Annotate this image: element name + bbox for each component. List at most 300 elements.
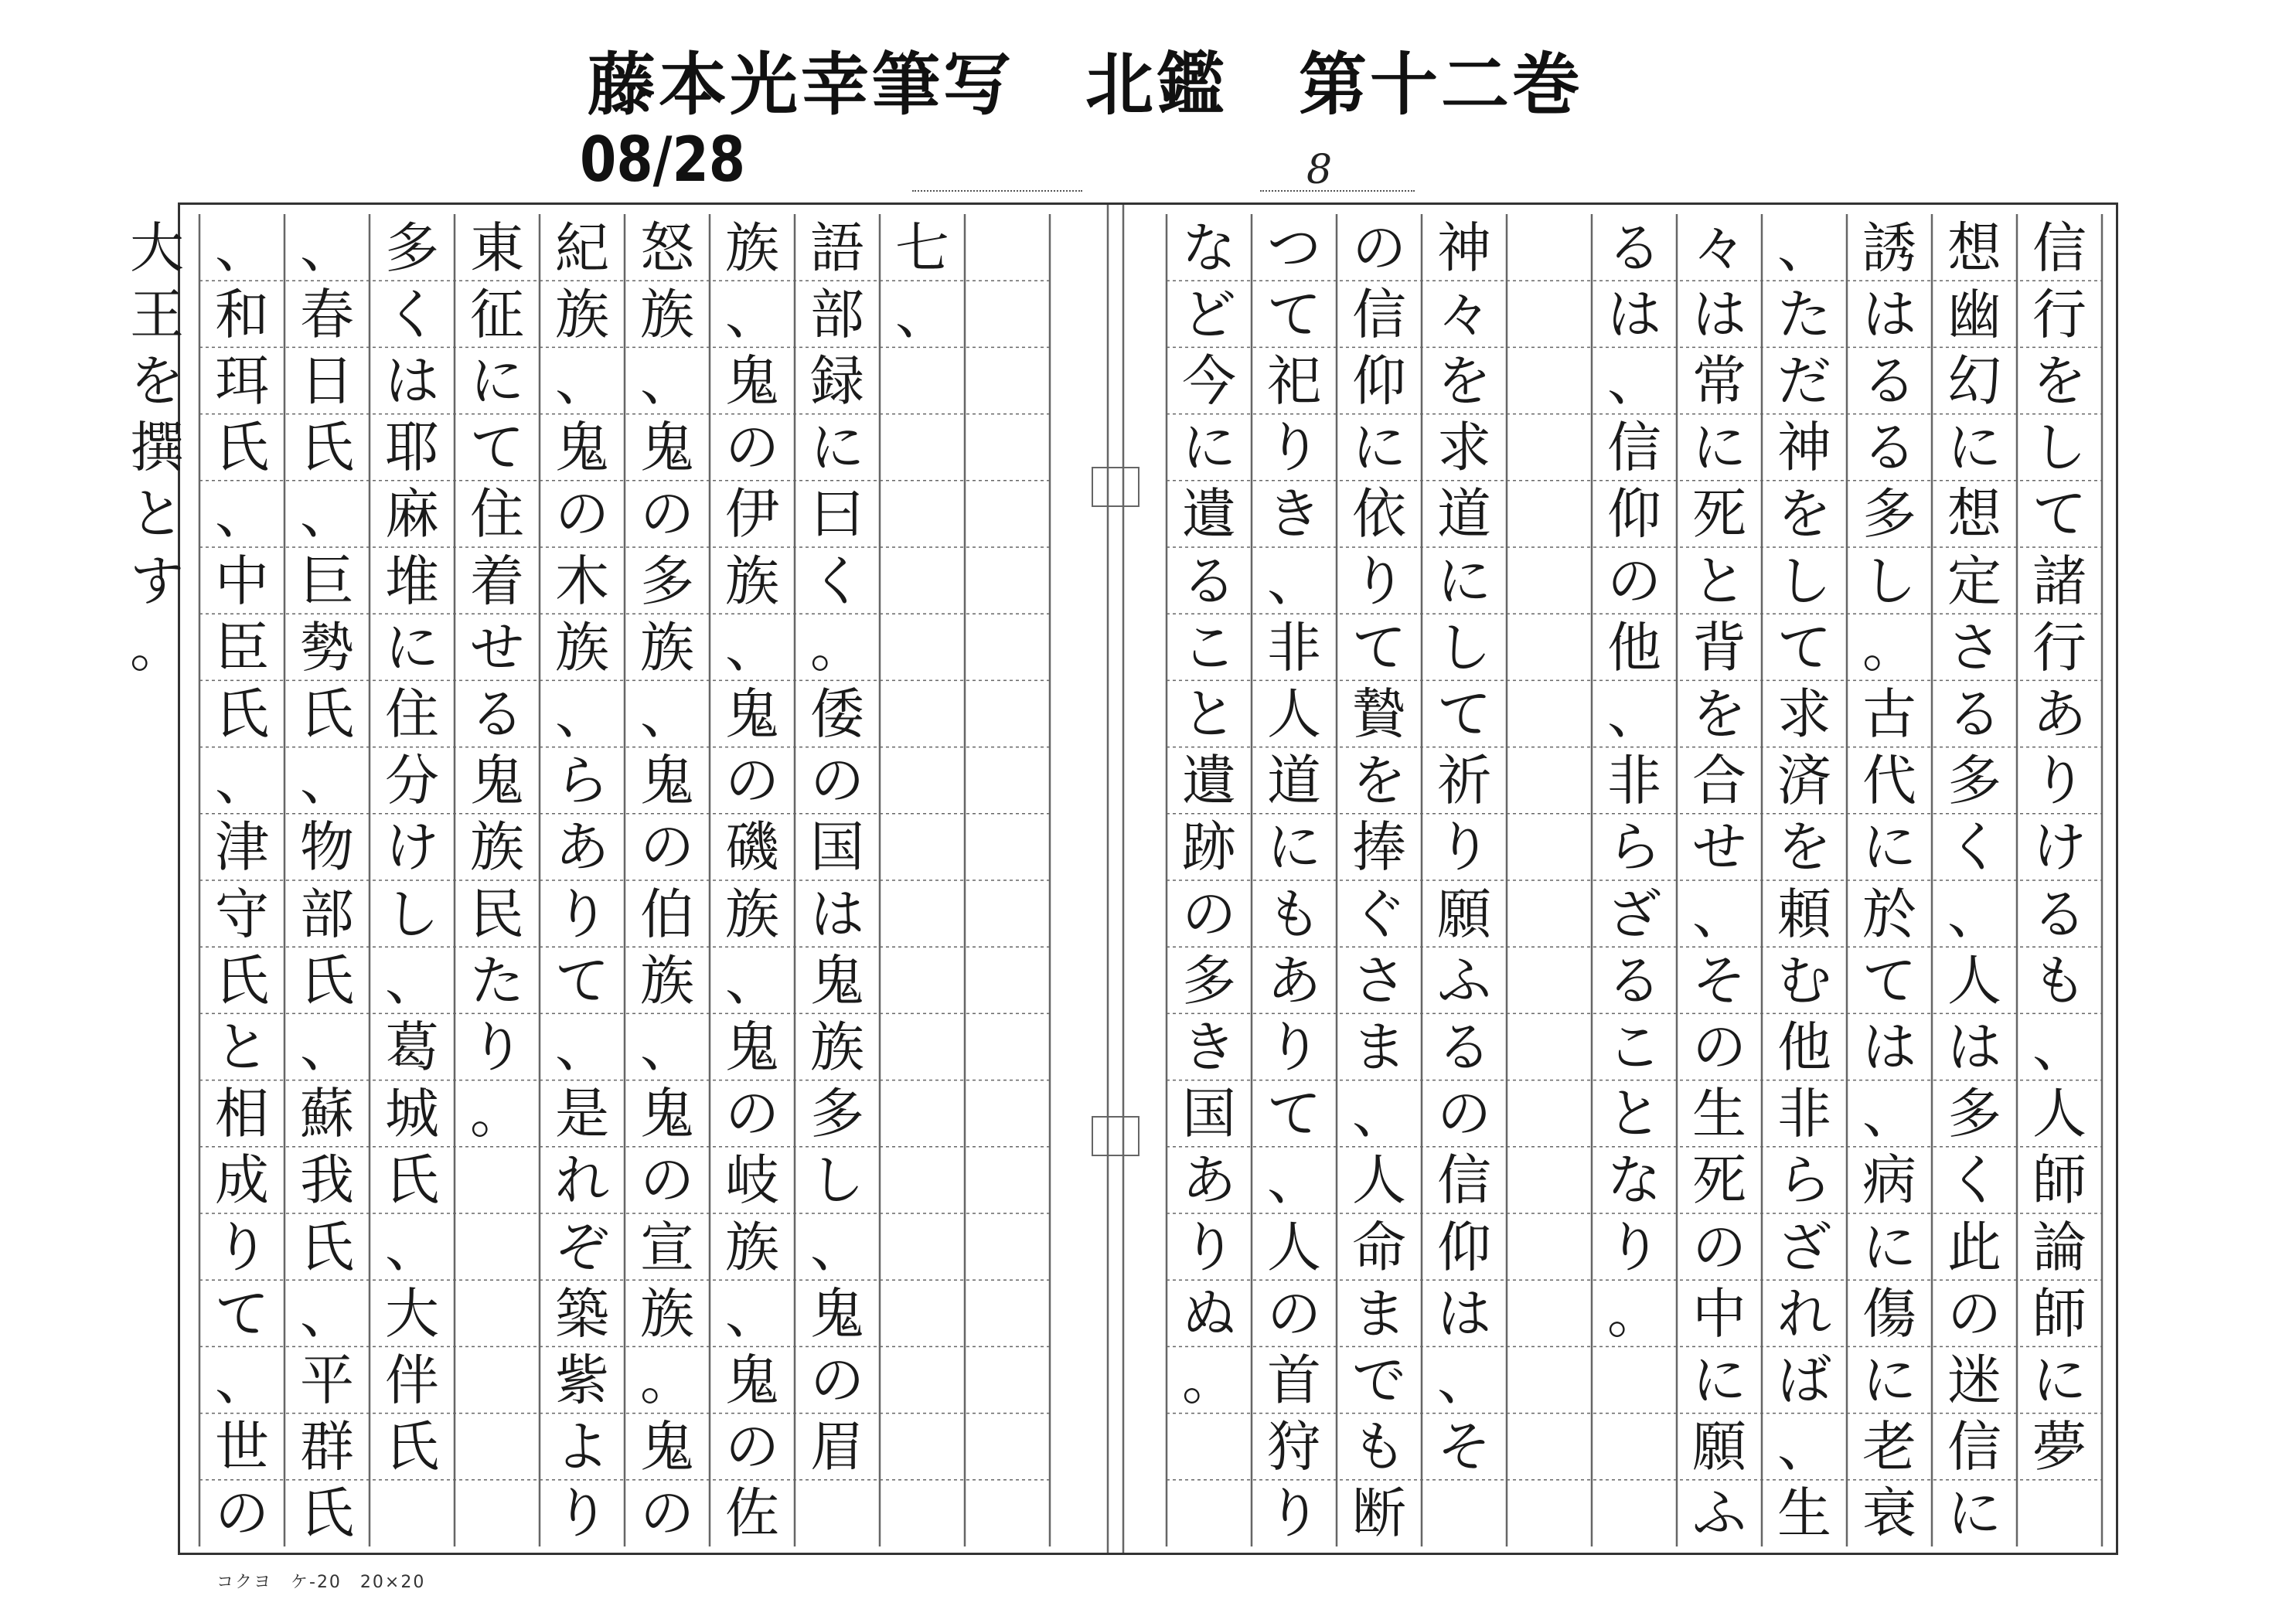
manuscript-char: 多	[640, 549, 694, 613]
manuscript-char: 鬼	[640, 1415, 694, 1479]
manuscript-char: 民	[470, 882, 524, 946]
manuscript-char: り	[1607, 1215, 1661, 1279]
manuscript-char: な	[1182, 216, 1236, 280]
manuscript-char: 行	[2032, 282, 2086, 346]
manuscript-char: 鬼	[810, 1281, 864, 1346]
manuscript-char: 大	[130, 216, 184, 280]
manuscript-char: 、	[300, 1015, 354, 1079]
manuscript-char: 岐	[725, 1148, 779, 1213]
manuscript-char: 命	[1352, 1215, 1406, 1279]
manuscript-char: の	[1947, 1281, 2001, 1346]
manuscript-char: 今	[1182, 349, 1236, 413]
manuscript-char: 撰	[130, 416, 184, 480]
manuscript-char: 日	[300, 349, 354, 413]
manuscript-char: る	[1607, 948, 1661, 1012]
manuscript-char: を	[130, 349, 184, 413]
manuscript-char: 、	[300, 749, 354, 813]
manuscript-char: 、	[300, 1281, 354, 1346]
manuscript-char: 住	[470, 482, 524, 546]
manuscript-char: れ	[555, 1148, 609, 1213]
manuscript-char: の	[640, 815, 694, 880]
manuscript-char: も	[2032, 948, 2086, 1012]
manuscript-char: 氏	[215, 682, 269, 746]
manuscript-char: 、	[1267, 549, 1321, 613]
manuscript-char: け	[385, 815, 439, 880]
manuscript-char: 求	[1437, 416, 1491, 480]
manuscript-char: り	[1182, 1215, 1236, 1279]
manuscript-char: 佐	[725, 1482, 779, 1546]
manuscript-char: 、	[895, 282, 949, 346]
manuscript-char: 行	[2032, 615, 2086, 679]
manuscript-char: 眉	[810, 1415, 864, 1479]
manuscript-char: て	[1777, 615, 1831, 679]
manuscript-char: は	[1437, 1281, 1491, 1346]
manuscript-char: 非	[1607, 749, 1661, 813]
manuscript-char: 紫	[555, 1348, 609, 1412]
manuscript-char: 宣	[640, 1215, 694, 1279]
manuscript-char: 我	[300, 1148, 354, 1213]
manuscript-char: の	[725, 749, 779, 813]
manuscript-char: 此	[1947, 1215, 2001, 1279]
manuscript-char: さ	[1947, 615, 2001, 679]
manuscript-char: 、	[555, 682, 609, 746]
manuscript-char: 氏	[300, 1482, 354, 1546]
manuscript-char: ら	[1607, 815, 1661, 880]
manuscript-char: 、	[215, 216, 269, 280]
manuscript-char: の	[1692, 1215, 1746, 1279]
manuscript-char: ふ	[1437, 948, 1491, 1012]
manuscript-char: 多	[1862, 482, 1916, 546]
manuscript-char: 多	[810, 1082, 864, 1146]
manuscript-char: て	[1862, 948, 1916, 1012]
manuscript-char: し	[1777, 549, 1831, 613]
manuscript-char: 族	[640, 948, 694, 1012]
manuscript-char: 、	[215, 1348, 269, 1412]
manuscript-char: 中	[1692, 1281, 1746, 1346]
manuscript-char: 東	[470, 216, 524, 280]
manuscript-char: 物	[300, 815, 354, 880]
manuscript-char: た	[1777, 282, 1831, 346]
manuscript-char: 氏	[300, 948, 354, 1012]
manuscript-char: の	[810, 749, 864, 813]
manuscript-char: 、	[1352, 1082, 1406, 1146]
manuscript-char: 木	[555, 549, 609, 613]
manuscript-char: 伯	[640, 882, 694, 946]
manuscript-char: は	[1862, 282, 1916, 346]
manuscript-char: る	[1862, 416, 1916, 480]
paper-brand-label: コクヨ ケ-20 20×20	[216, 1573, 426, 1592]
manuscript-char: と	[130, 482, 184, 546]
manuscript-char: そ	[1437, 1415, 1491, 1479]
manuscript-char: 幻	[1947, 349, 2001, 413]
manuscript-char: 、	[215, 482, 269, 546]
manuscript-char: 鬼	[640, 1082, 694, 1146]
manuscript-char: 磯	[725, 815, 779, 880]
manuscript-char: り	[1267, 1482, 1321, 1546]
manuscript-char: に	[385, 615, 439, 679]
manuscript-char: 於	[1862, 882, 1916, 946]
manuscript-char: 傷	[1862, 1281, 1916, 1346]
manuscript-char: さ	[1352, 948, 1406, 1012]
manuscript-char: 。	[640, 1348, 694, 1412]
manuscript-char: 人	[1352, 1148, 1406, 1213]
manuscript-char: 族	[725, 1215, 779, 1279]
manuscript-char: 族	[640, 282, 694, 346]
manuscript-char: 耶	[385, 416, 439, 480]
manuscript-char: 築	[555, 1281, 609, 1346]
manuscript-char: ざ	[1777, 1215, 1831, 1279]
manuscript-char: あ	[1267, 948, 1321, 1012]
manuscript-char: 、	[725, 282, 779, 346]
manuscript-char: 、	[640, 682, 694, 746]
manuscript-char: て	[1437, 682, 1491, 746]
manuscript-char: 族	[470, 815, 524, 880]
manuscript-char: 伊	[725, 482, 779, 546]
manuscript-char: の	[725, 416, 779, 480]
manuscript-char: に	[1947, 1482, 2001, 1546]
manuscript-char: き	[1267, 482, 1321, 546]
manuscript-char: 堆	[385, 549, 439, 613]
manuscript-char: 仰	[1437, 1215, 1491, 1279]
manuscript-char: 夢	[2032, 1415, 2086, 1479]
manuscript-char: 、	[1607, 682, 1661, 746]
manuscript-char: 多	[1182, 948, 1236, 1012]
manuscript-char: り	[555, 1482, 609, 1546]
manuscript-char: 断	[1352, 1482, 1406, 1546]
manuscript-char: 国	[1182, 1082, 1236, 1146]
manuscript-char: 合	[1692, 749, 1746, 813]
manuscript-char: て	[215, 1281, 269, 1346]
manuscript-char: 氏	[215, 948, 269, 1012]
manuscript-char: 願	[1437, 882, 1491, 946]
manuscript-char: 。	[470, 1082, 524, 1146]
manuscript-char: 。	[130, 615, 184, 679]
manuscript-char: ぬ	[1182, 1281, 1236, 1346]
manuscript-char: て	[1352, 615, 1406, 679]
manuscript-char: 王	[130, 282, 184, 346]
manuscript-char: し	[1437, 615, 1491, 679]
manuscript-char: の	[725, 1082, 779, 1146]
manuscript-char: 語	[810, 216, 864, 280]
manuscript-char: あ	[2032, 682, 2086, 746]
manuscript-char: け	[2032, 815, 2086, 880]
manuscript-char: 定	[1947, 549, 2001, 613]
manuscript-char: も	[1352, 1415, 1406, 1479]
manuscript-char: そ	[1692, 948, 1746, 1012]
manuscript-char: 首	[1267, 1348, 1321, 1412]
manuscript-char: 征	[470, 282, 524, 346]
manuscript-char: 曰	[810, 482, 864, 546]
manuscript-char: 大	[385, 1281, 439, 1346]
manuscript-char: 、	[640, 349, 694, 413]
manuscript-char: を	[1437, 349, 1491, 413]
manuscript-char: し	[2032, 416, 2086, 480]
manuscript-char: 生	[1692, 1082, 1746, 1146]
manuscript-char: 祈	[1437, 749, 1491, 813]
manuscript-char: 、	[810, 1215, 864, 1279]
manuscript-char: に	[1267, 815, 1321, 880]
manuscript-char: を	[2032, 349, 2086, 413]
manuscript-char: り	[215, 1215, 269, 1279]
manuscript-char: 族	[640, 1281, 694, 1346]
manuscript-char: 勢	[300, 615, 354, 679]
manuscript-char: 頼	[1777, 882, 1831, 946]
manuscript-char: に	[2032, 1348, 2086, 1412]
manuscript-char: 。	[810, 615, 864, 679]
manuscript-char: 氏	[215, 416, 269, 480]
manuscript-char: 鬼	[725, 349, 779, 413]
manuscript-char: 七	[895, 216, 949, 280]
manuscript-char: に	[1182, 416, 1236, 480]
manuscript-char: て	[555, 948, 609, 1012]
manuscript-char: る	[1947, 682, 2001, 746]
manuscript-char: り	[1437, 815, 1491, 880]
manuscript-char: 済	[1777, 749, 1831, 813]
manuscript-char: 伴	[385, 1348, 439, 1412]
manuscript-char: 代	[1862, 749, 1916, 813]
manuscript-char: の	[1267, 1281, 1321, 1346]
manuscript-char: 鬼	[725, 1015, 779, 1079]
manuscript-char: 世	[215, 1415, 269, 1479]
manuscript-char: す	[130, 549, 184, 613]
manuscript-char: 群	[300, 1415, 354, 1479]
manuscript-char: を	[1777, 482, 1831, 546]
manuscript-char: 怒	[640, 216, 694, 280]
manuscript-char: ば	[1777, 1348, 1831, 1412]
manuscript-char: に	[1862, 815, 1916, 880]
manuscript-char: 鬼	[640, 416, 694, 480]
manuscript-char: 想	[1947, 482, 2001, 546]
manuscript-char: 、	[1267, 1148, 1321, 1213]
manuscript-char: 信	[1947, 1415, 2001, 1479]
manuscript-char: 鬼	[555, 416, 609, 480]
manuscript-char: と	[1692, 549, 1746, 613]
manuscript-char: 非	[1267, 615, 1321, 679]
manuscript-char: よ	[555, 1415, 609, 1479]
manuscript-char: ざ	[1607, 882, 1661, 946]
manuscript-char: 、	[725, 1281, 779, 1346]
manuscript-char: 、	[1777, 216, 1831, 280]
manuscript-char: 、	[555, 349, 609, 413]
manuscript-char: 衰	[1862, 1482, 1916, 1546]
manuscript-char: る	[2032, 882, 2086, 946]
manuscript-sheet	[130, 202, 2118, 1555]
manuscript-char: に	[810, 416, 864, 480]
manuscript-char: 珥	[215, 349, 269, 413]
manuscript-char: 族	[810, 1015, 864, 1079]
manuscript-char: せ	[1692, 815, 1746, 880]
manuscript-char: く	[1947, 1148, 2001, 1213]
manuscript-char: の	[1352, 216, 1406, 280]
date-label: 08/28	[580, 124, 746, 196]
manuscript-char: 、	[1947, 882, 2001, 946]
manuscript-char: 誘	[1862, 216, 1916, 280]
manuscript-char: 仰	[1607, 482, 1661, 546]
manuscript-char: く	[385, 282, 439, 346]
manuscript-char: 族	[640, 615, 694, 679]
manuscript-char: 跡	[1182, 815, 1236, 880]
manuscript-char: 氏	[385, 1148, 439, 1213]
gutter-ornament	[1092, 1117, 1139, 1155]
manuscript-char: 鬼	[470, 749, 524, 813]
manuscript-char: を	[1692, 682, 1746, 746]
manuscript-char: 、	[1607, 349, 1661, 413]
manuscript-char: 人	[2032, 1082, 2086, 1146]
manuscript-char: ら	[555, 749, 609, 813]
manuscript-char: 守	[215, 882, 269, 946]
manuscript-char: の	[640, 1482, 694, 1546]
manuscript-char: た	[470, 948, 524, 1012]
manuscript-char: 部	[810, 282, 864, 346]
manuscript-char: く	[1947, 815, 2001, 880]
manuscript-char: で	[1352, 1348, 1406, 1412]
manuscript-char: て	[1267, 1082, 1321, 1146]
manuscript-char: 他	[1777, 1015, 1831, 1079]
manuscript-char: 、	[215, 749, 269, 813]
manuscript-char: 、	[1777, 1415, 1831, 1479]
manuscript-char: の	[1692, 1015, 1746, 1079]
manuscript-char: 。	[1862, 615, 1916, 679]
manuscript-char: 多	[1947, 749, 2001, 813]
manuscript-char: 死	[1692, 1148, 1746, 1213]
manuscript-char: り	[1352, 549, 1406, 613]
manuscript-char: ど	[1182, 282, 1236, 346]
manuscript-char: 臣	[215, 615, 269, 679]
manuscript-char: 々	[1437, 282, 1491, 346]
manuscript-char: 鬼	[725, 682, 779, 746]
manuscript-char: 常	[1692, 349, 1746, 413]
manuscript-char: 信	[1437, 1148, 1491, 1213]
manuscript-char: 津	[215, 815, 269, 880]
manuscript-char: ま	[1352, 1015, 1406, 1079]
manuscript-char: 願	[1692, 1415, 1746, 1479]
manuscript-char: 巨	[300, 549, 354, 613]
page-title: 藤本光幸筆写 北鑑 第十二巻	[588, 45, 1584, 124]
manuscript-char: く	[810, 549, 864, 613]
manuscript-char: あ	[1182, 1148, 1236, 1213]
manuscript-char: 師	[2032, 1281, 2086, 1346]
manuscript-char: 氏	[300, 682, 354, 746]
manuscript-char: 生	[1777, 1482, 1831, 1546]
manuscript-char: 住	[385, 682, 439, 746]
manuscript-char: 道	[1437, 482, 1491, 546]
manuscript-char: 城	[385, 1082, 439, 1146]
manuscript-char: の	[215, 1482, 269, 1546]
manuscript-char: の	[1437, 1082, 1491, 1146]
manuscript-char: 信	[2032, 216, 2086, 280]
manuscript-char: 、	[555, 1015, 609, 1079]
manuscript-char: り	[555, 882, 609, 946]
manuscript-char: 多	[1947, 1082, 2001, 1146]
manuscript-char: 相	[215, 1082, 269, 1146]
manuscript-char: 遺	[1182, 482, 1236, 546]
manuscript-char: 。	[1607, 1281, 1661, 1346]
manuscript-char: 着	[470, 549, 524, 613]
manuscript-char: 仰	[1352, 349, 1406, 413]
manuscript-char: し	[810, 1148, 864, 1213]
manuscript-char: 、	[1862, 1082, 1916, 1146]
manuscript-char: の	[1607, 549, 1661, 613]
manuscript-char: 紀	[555, 216, 609, 280]
manuscript-char: る	[1182, 549, 1236, 613]
manuscript-char: 中	[215, 549, 269, 613]
manuscript-char: 師	[2032, 1148, 2086, 1213]
manuscript-char: 族	[555, 615, 609, 679]
manuscript-char: 族	[725, 549, 779, 613]
manuscript-char: 、	[725, 615, 779, 679]
manuscript-char: 、	[640, 1015, 694, 1079]
manuscript-char: ぐ	[1352, 882, 1406, 946]
manuscript-char: 国	[810, 815, 864, 880]
manuscript-char: に	[470, 349, 524, 413]
manuscript-char: 迷	[1947, 1348, 2001, 1412]
manuscript-char: 老	[1862, 1415, 1916, 1479]
manuscript-char: 人	[1267, 1215, 1321, 1279]
manuscript-char: 病	[1862, 1148, 1916, 1213]
manuscript-char: 諸	[2032, 549, 2086, 613]
manuscript-char: 鬼	[810, 948, 864, 1012]
manuscript-char: き	[1182, 1015, 1236, 1079]
page-number-line-right	[1260, 190, 1415, 192]
manuscript-char: り	[470, 1015, 524, 1079]
manuscript-char: ら	[1777, 1148, 1831, 1213]
manuscript-char: 、	[1692, 882, 1746, 946]
manuscript-char: 氏	[300, 1215, 354, 1279]
manuscript-char: 和	[215, 282, 269, 346]
manuscript-char: 依	[1352, 482, 1406, 546]
manuscript-char: の	[640, 482, 694, 546]
manuscript-char: 倭	[810, 682, 864, 746]
manuscript-char: あ	[555, 815, 609, 880]
manuscript-char: に	[1862, 1215, 1916, 1279]
manuscript-char: 信	[1352, 282, 1406, 346]
manuscript-char: 平	[300, 1348, 354, 1412]
manuscript-char: と	[1607, 1082, 1661, 1146]
gutter-ornament	[1092, 468, 1139, 506]
manuscript-char: 是	[555, 1082, 609, 1146]
manuscript-char: 部	[300, 882, 354, 946]
manuscript-char: 氏	[385, 1415, 439, 1479]
manuscript-char: り	[1267, 416, 1321, 480]
manuscript-char: 鬼	[725, 1348, 779, 1412]
manuscript-char: を	[1777, 815, 1831, 880]
manuscript-char: 成	[215, 1148, 269, 1213]
manuscript-char: 、	[1437, 1348, 1491, 1412]
manuscript-char: に	[1692, 416, 1746, 480]
manuscript-char: な	[1607, 1148, 1661, 1213]
manuscript-char: に	[1862, 1348, 1916, 1412]
manuscript-char: 、	[2032, 1015, 2086, 1079]
manuscript-char: 多	[385, 216, 439, 280]
page-number: 8	[1306, 147, 1333, 193]
manuscript-char: 春	[300, 282, 354, 346]
manuscript-char: の	[1182, 882, 1236, 946]
manuscript-char: に	[1437, 549, 1491, 613]
manuscript-char: 遺	[1182, 749, 1236, 813]
manuscript-char: 贄	[1352, 682, 1406, 746]
manuscript-char: 非	[1777, 1082, 1831, 1146]
page-number-line-left	[912, 190, 1082, 192]
manuscript-char: の	[725, 1415, 779, 1479]
manuscript-char: 信	[1607, 416, 1661, 480]
manuscript-char: 、	[300, 482, 354, 546]
manuscript-char: は	[1862, 1015, 1916, 1079]
manuscript-char: と	[215, 1015, 269, 1079]
manuscript-char: に	[1947, 416, 2001, 480]
manuscript-char: て	[1267, 282, 1321, 346]
manuscript-char: 葛	[385, 1015, 439, 1079]
manuscript-char: る	[470, 682, 524, 746]
